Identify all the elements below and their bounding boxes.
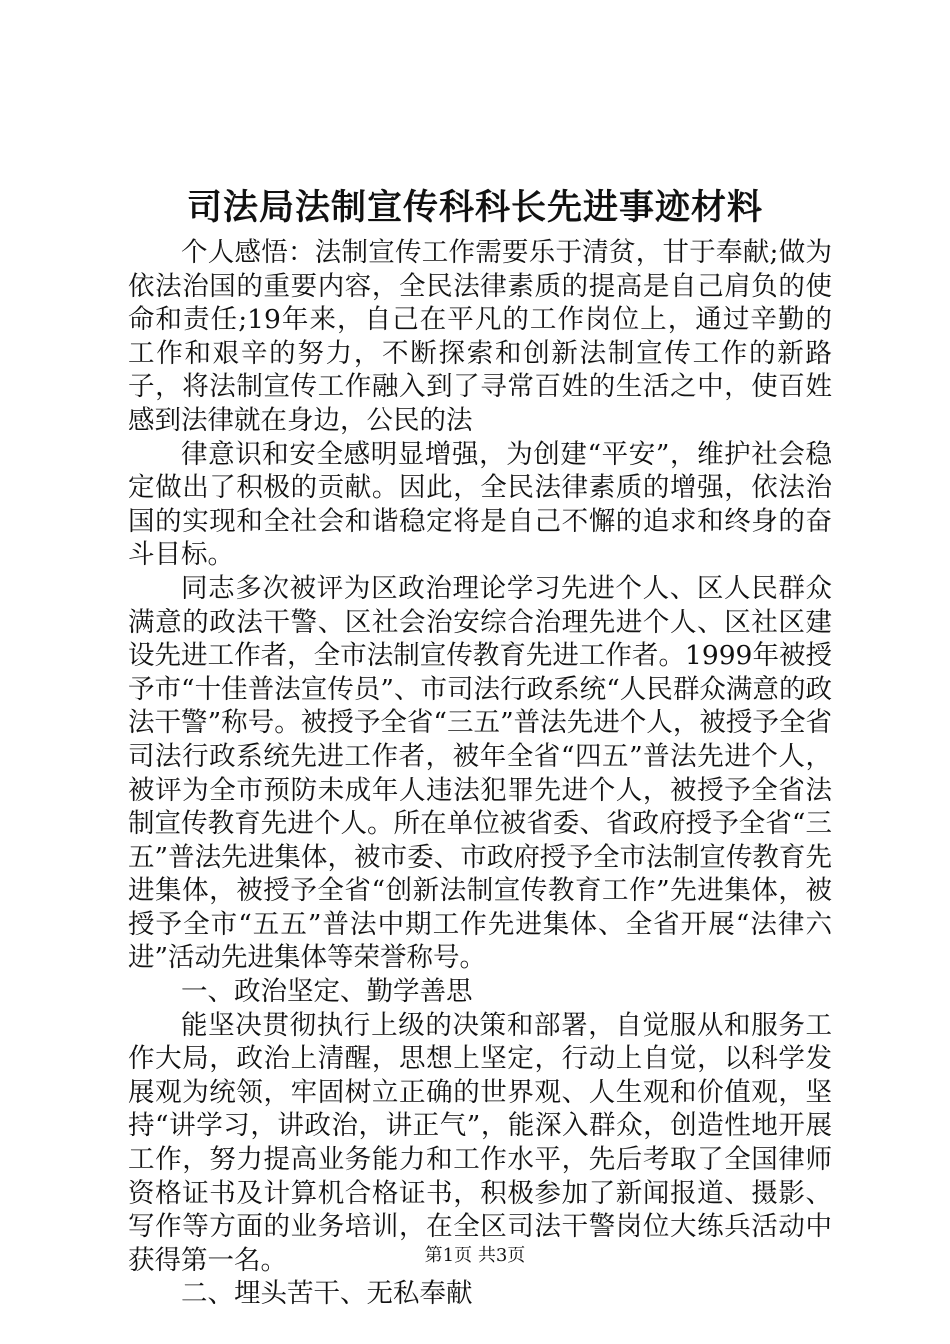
page-number-footer: 第1页 共3页: [424, 1245, 526, 1266]
paragraph-legal-awareness: 律意识和安全感明显增强，为创建“平安”，维护社会稳定做出了积极的贡献。因此，全民法律素质的增强，依法治国的实现和全社会和谐稳定将是自己不懈的追求和终身的奋斗目标。: [128, 438, 832, 571]
section-heading-2: 二、埋头苦干、无私奉献: [181, 1278, 473, 1310]
paragraph-personal-insight: 个人感悟：法制宣传工作需要乐于清贫，甘于奉献;做为依法治国的重要内容，全民法律素质的提高是自己肩负的使命和责任;19年来，自己在平凡的工作岗位上，通过辛勤的工作和艰辛的努力，不断探索和创新法制宣传工作的新路子，将法制宣传工作融入到了寻常百姓的生活之中，使百姓感到法律就在身边，公民的法: [128, 237, 832, 436]
paragraph-section-1: 能坚决贯彻执行上级的决策和部署，自觉服从和服务工作大局，政治上清醒，思想上坚定，行动上自觉，以科学发展观为统领，牢固树立正确的世界观、人生观和价值观，坚持“讲学习，讲政治，讲正气”，能深入群众，创造性地开展工作，努力提高业务能力和工作水平，先后考取了全国律师资格证书及计算机合格证书，积极参加了新闻报道、摄影、写作等方面的业务培训，在全区司法干警岗位大练兵活动中获得第一名。: [128, 1009, 832, 1276]
section-heading-1: 一、政治坚定、勤学善思: [181, 976, 473, 1008]
paragraph-honors: 同志多次被评为区政治理论学习先进个人、区人民群众满意的政法干警、区社会治安综合治理先进个人、区社区建设先进工作者，全市法制宣传教育先进工作者。1999年被授予市“十佳普法宣传员”、市司法行政系统“人民群众满意的政法干警”称号。被授予全省“三五”普法先进个人，被授予全省司法行政系统先进工作者，被年全省“四五”普法先进个人，被评为全市预防未成年人违法犯罪先进个人，被授予全省法制宣传教育先进个人。所在单位被省委、省政府授予全省“三五”普法先进集体，被市委、市政府授予全市法制宣传教育先进集体，被授予全省“创新法制宣传教育工作”先进集体，被授予全市“五五”普法中期工作先进集体、全省开展“法律六进”活动先进集体等荣誉称号。: [128, 572, 832, 974]
document-title: 司法局法制宣传科科长先进事迹材料: [186, 187, 763, 228]
document-body: [128, 236, 832, 1311]
